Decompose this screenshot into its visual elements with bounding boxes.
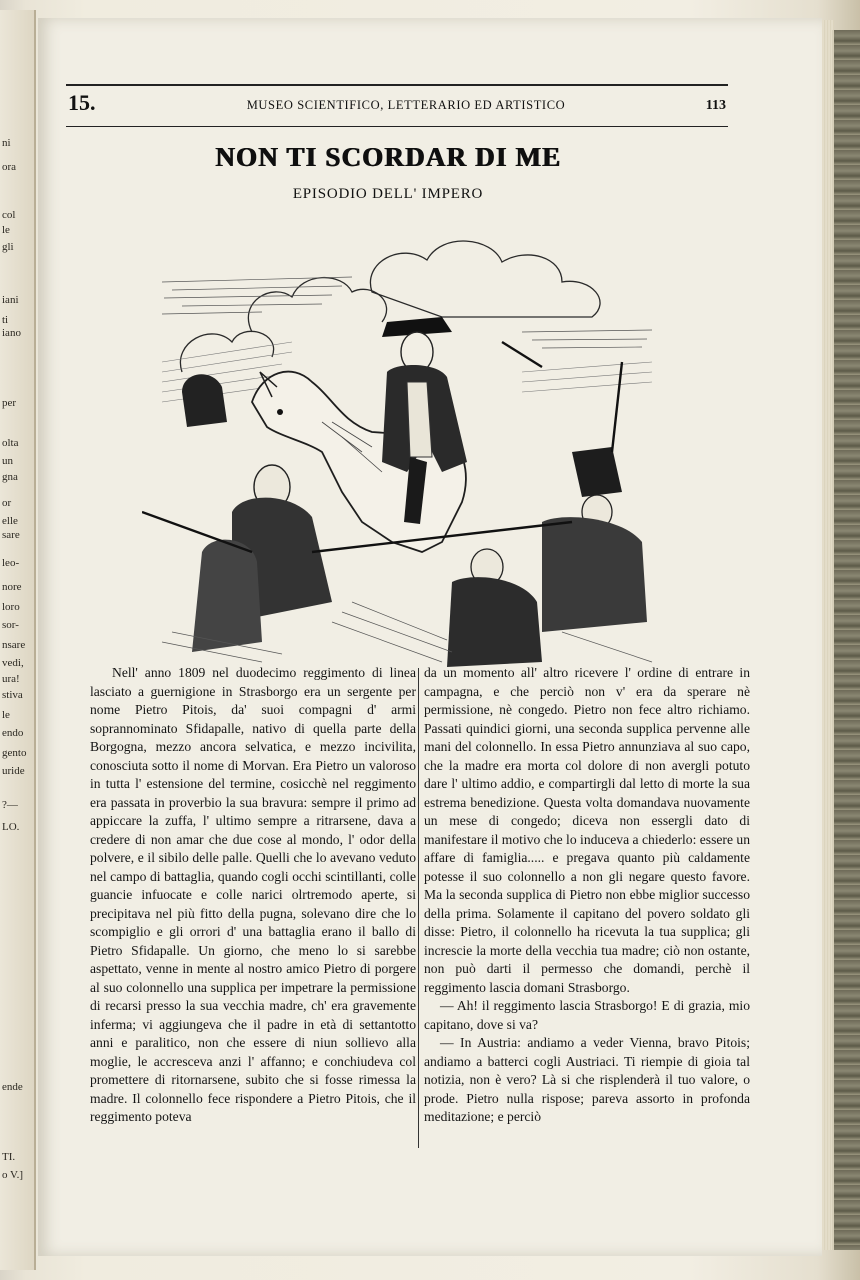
running-header [66,84,728,127]
engraving-illustration [142,222,662,672]
left-page-text-fragment: le [2,709,10,721]
left-page-text-fragment: le [2,224,10,236]
left-page-text-fragment: ende [2,1081,23,1093]
left-page-text-fragment: leo- [2,557,20,569]
left-page-text-fragment: col [2,209,16,221]
left-page-edge [0,10,36,1270]
left-page-text-fragment: olta [2,437,19,449]
journal-title: MUSEO SCIENTIFICO, LETTERARIO ED ARTISTICO [246,98,566,112]
article-title: NON TI SCORDAR DI ME [214,142,562,172]
left-page-text-fragment: ura! [2,673,20,685]
left-page-text-fragment: ni [2,137,11,149]
left-page-text-fragment: stiva [2,689,23,701]
left-page-text-fragment: uride [2,765,25,777]
left-page-text-fragment: ti [2,314,9,326]
left-page-text-fragment: un [2,455,13,467]
left-page-text-fragment: per [2,397,17,409]
left-page-text-fragment: iano [2,327,21,339]
paragraph: — In Austria: andiamo a veder Vienna, bravo Pitois; andiamo a batterci cogli Austriaci. Ti riempie di gioia tal notizia, non è vero? Là si che risplenderà il tuo valore, o prode. Pietro nulla rispose; pareva assorto in profonda meditazione; e perciò [424,1035,750,1124]
paragraph: Nell' anno 1809 nel duodecimo reggimento di linea lasciato a guernigione in Strasborgo era un sergente per nome Pietro Pitois, da' suoi compagni d' armi soprannominato Sfidapalle, nativo di quella parte della Borgogna, mezzo ancora selvatica, e mezzo incivilita, conosciuta sotto il nome di Morvan. Era Pietro un valoroso in tutta l' estensione del termine, cosicchè nel reggimento era passata in proverbio la sua bravura: sempre il primo ad appiccare la zuffa, l' ultimo sempre a ritrarsene, dava a credere di non amar che due cose al mondo, l' odor della polvere, e il sibilo delle palle. Quelli che lo avevano veduto nel campo di battaglia, quando cogli occhi scintillanti, colle guancie infuocate e colle narici olrtremodo aperte, si precipitava nel più fitto della pugna, solevano dire che lo scompiglio e gli orrori d' una battaglia erano il ballo di Pietro Sfidapalle. Un giorno, che meno lo si sarebbe aspettato, venne in mente al nostro amico Pietro di porgere al suo colonnello una supplica per impetrare la permissione di recarsi presso la sua vecchia madre, ch' era gravemente inferma; vi aggiungeva che il padre in età di settantotto anni e paralitico, non che essere di niun sollievo alla moglie, le accresceva anzi l' affanno; e conchiudeva col promettere di ritornarsene, subito che si fosse rimessa la madre. Il colonnello fece rispondere a Pietro Pitois, che il reggimento poteva [90,665,416,1124]
left-page-text-fragment: iani [2,294,19,306]
left-page-text-fragment: ora [2,161,17,173]
text-column-left [90,664,416,1127]
left-page-text-fragment: TI. [2,1151,16,1163]
left-page-text-fragment: gna [2,471,18,483]
left-page-text-fragment: sor- [2,619,19,631]
page-number: 113 [705,98,726,113]
right-page [38,18,822,1256]
article-subtitle: EPISODIO DELL' IMPERO [292,186,484,202]
left-page-text-fragment: LO. [2,821,20,833]
book-spine [832,30,860,1250]
text-column-right [424,664,750,1127]
left-page-text-fragment: sare [2,529,20,541]
left-page-text-fragment: nore [2,581,22,593]
left-page-text-fragment: endo [2,727,24,739]
paragraph: — Ah! il reggimento lascia Strasborgo! E di grazia, mio capitano, dove si va? [424,998,750,1032]
left-page-text-fragment: gento [2,747,27,759]
left-page-text-fragment: vedi, [2,657,24,669]
left-page-text-fragment: loro [2,601,20,613]
left-page-text-fragment: or [2,497,12,509]
issue-number: 15. [68,90,96,115]
paragraph: da un momento all' altro ricevere l' ordine di entrare in campagna, e che perciò non v' era da sperare nè permissione, nè congedo. Pietro non fece altro richiamo. Passati quindici giorni, una seconda supplica pervenne alle mani del colonnello. In essa Pietro annunziava al suo capo, che la madre era morta col dolore di non avergli potuto dare l' ultimo addio, e compartirgli dal letto di morte la sua estrema benedizione. Questa volta domandava nuovamente un mese di congedo; diceva non essergli dato di manifestare il motivo che lo induceva a chiederlo: essere un affare di famiglia..... e pregava quanto più caldamente potesse il suo colonnello a non gli negare questo favore. Ma la seconda supplica di Pietro non ebbe miglior successo della prima. Solamente il capitano del povero soldato gli disse: Pietro, il colonnello ha ricevuta la tua supplica; gli increscie la morte della vecchia tua madre; ciò non ostante, non può darti il permesso che domandi, perchè il reggimento lascia domani Strasborgo. [424,665,750,995]
column-divider [418,668,419,1148]
left-page-text-fragment: elle [2,515,18,527]
left-page-text-fragment: gli [2,241,14,253]
left-page-text-fragment: o V.] [2,1169,23,1181]
left-page-text-fragment: ?— [2,799,18,811]
left-page-text-fragment: nsare [2,639,26,651]
